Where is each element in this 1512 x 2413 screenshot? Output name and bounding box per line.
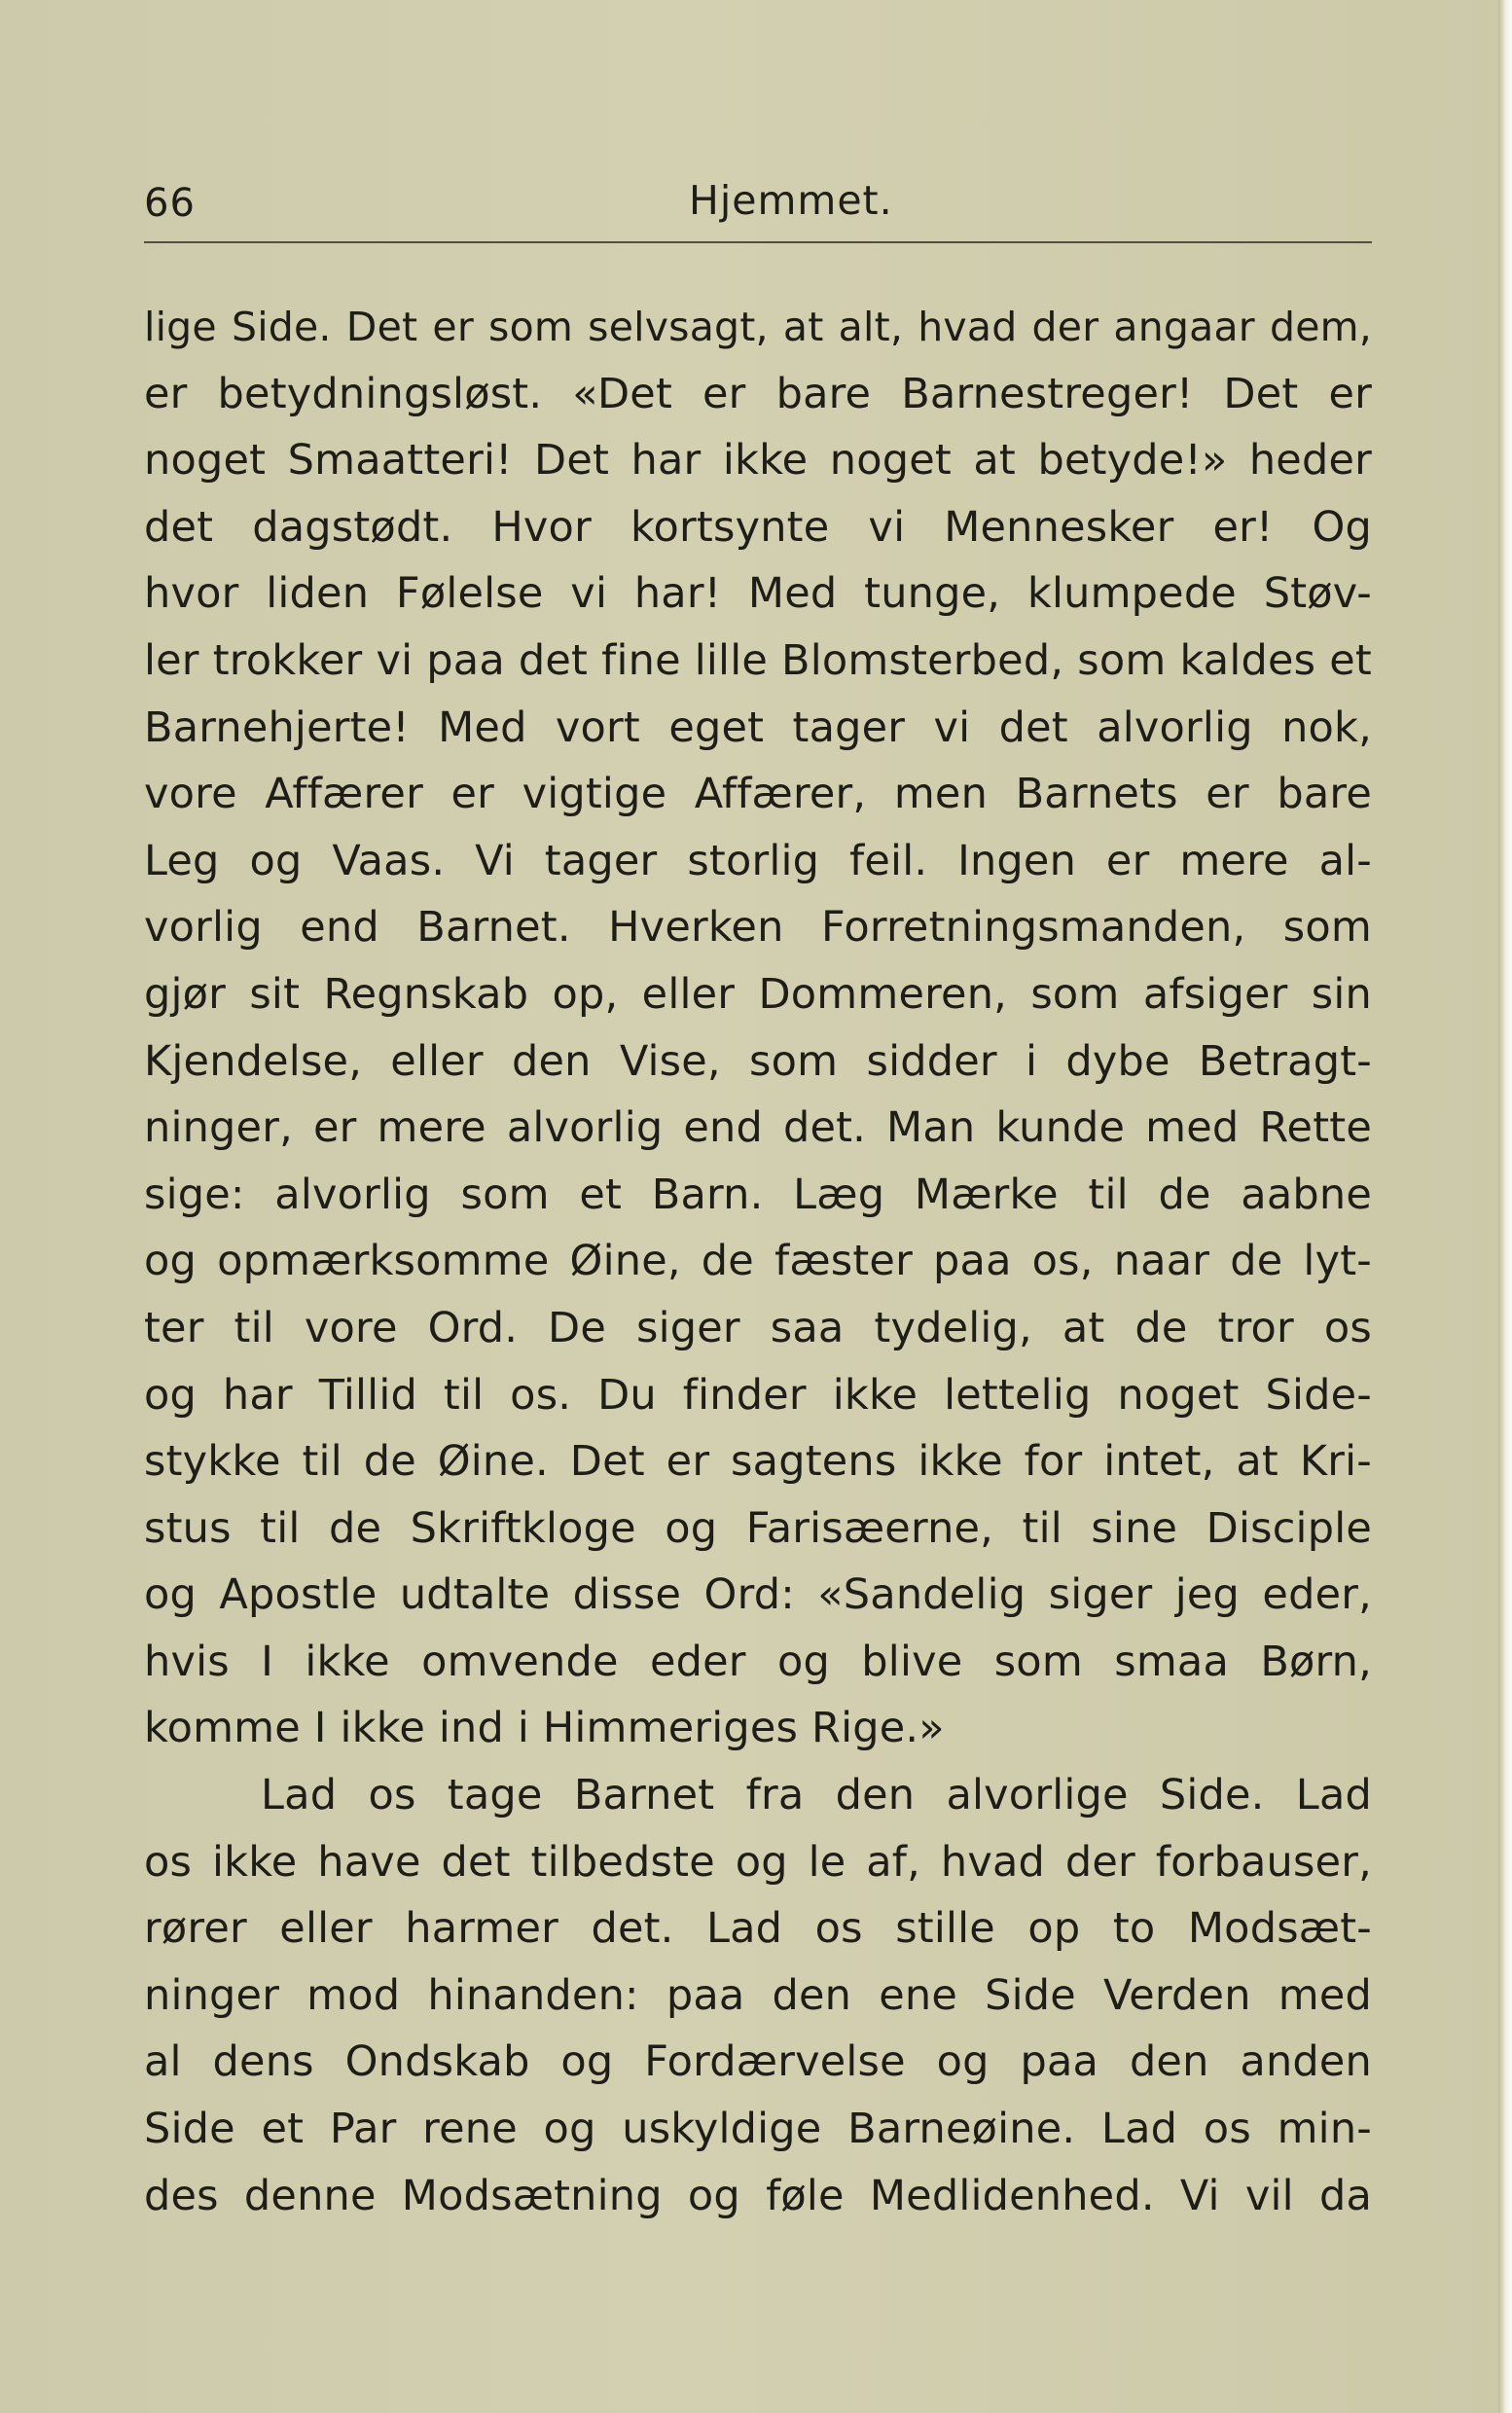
text-line: noget Smaatteri! Det har ikke noget at betyde!» heder [144,436,1372,486]
text-line: Lad os tage Barnet fra den alvorlige Side. Lad [261,1771,1372,1820]
text-line: ninger mod hinanden: paa den ene Side Verden med [144,1970,1372,2020]
text-line: vore Affærer er vigtige Affærer, men Barnets er bare [144,770,1372,819]
text-line: Side et Par rene og uskyldige Barneøine. Lad os min- [144,2105,1372,2154]
page-edge [1498,0,1512,2413]
text-line: vorlig end Barnet. Hverken Forretningsmanden, som [144,903,1372,953]
text-line: hvor liden Følelse vi har! Med tunge, klumpede Støv- [144,569,1372,619]
text-line: ninger, er mere alvorlig end det. Man kunde med Rette [144,1103,1372,1153]
text-line: og har Tillid til os. Du finder ikke lettelig noget Side- [144,1370,1372,1420]
text-line: os ikke have det tilbedste og le af, hvad der forbauser, [144,1837,1372,1887]
text-line: ler trokker vi paa det fine lille Blomsterbed, som kaldes et [144,635,1372,685]
text-line: lige Side. Det er som selvsagt, at alt, hvad der angaar dem, [144,304,1372,350]
text-line: Kjendelse, eller den Vise, som sidder i dybe Betragt- [144,1036,1372,1086]
page-number: 66 [144,181,196,226]
text-line: og opmærksomme Øine, de fæster paa os, naar de lyt- [144,1237,1372,1286]
text-line: des denne Modsætning og føle Medlidenhed. Vi vil da [144,2171,1372,2220]
text-line: gjør sit Regnskab op, eller Dommeren, som afsiger sin [144,969,1372,1019]
text-line: komme I ikke ind i Himmeriges Rige.» [144,1704,945,1753]
text-line: al dens Ondskab og Fordærvelse og paa den anden [144,2037,1372,2087]
page-header [144,173,1370,241]
text-line: Barnehjerte! Med vort eget tager vi det alvorlig nok, [144,702,1372,752]
text-line: stykke til de Øine. Det er sagtens ikke for intet, at Kri- [144,1437,1372,1487]
text-line: ter til vore Ord. De siger saa tydelig, at de tror os [144,1303,1372,1352]
text-line: stus til de Skriftkloge og Farisæerne, til sine Disciple [144,1503,1372,1553]
text-line: rører eller harmer det. Lad os stille op to Modsæt- [144,1904,1372,1954]
text-line: sige: alvorlig som et Barn. Læg Mærke til de aabne [144,1170,1372,1219]
text-line: og Apostle udtalte disse Ord: «Sandelig siger jeg eder, [144,1570,1372,1620]
text-line: det dagstødt. Hvor kortsynte vi Mennesker er! Og [144,502,1372,552]
header-rule [144,241,1372,243]
running-head: Hjemmet. [689,177,893,224]
text-line: er betydningsløst. «Det er bare Barnestreger! Det er [144,369,1372,418]
text-line: Leg og Vaas. Vi tager storlig feil. Ingen er mere al- [144,836,1372,885]
body-text [144,294,1372,2229]
text-line: hvis I ikke omvende eder og blive som smaa Børn, [144,1637,1372,1686]
